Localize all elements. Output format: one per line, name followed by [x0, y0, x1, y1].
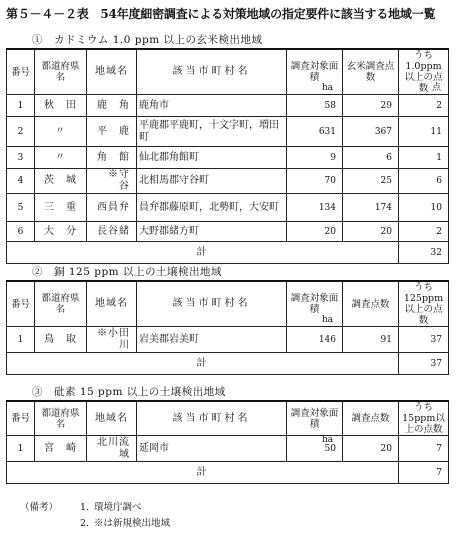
row-over-threshold: 10: [399, 194, 449, 222]
table-row: [7, 117, 449, 147]
row-over-threshold: 2: [399, 95, 449, 117]
row-pref: 鳥 取: [35, 327, 87, 353]
header-over-threshold: うち1.0ppm以上の点数: [399, 49, 449, 95]
total-value: 37: [399, 353, 449, 375]
total-row: [7, 242, 449, 264]
total-label: 計: [7, 462, 399, 484]
table-row: [7, 222, 449, 242]
total-label: 計: [7, 242, 399, 264]
table-row: [7, 147, 449, 169]
row-over-threshold: 1: [399, 147, 449, 169]
header-area: 地域名: [87, 49, 137, 95]
row-over-threshold: 37: [399, 327, 449, 353]
section-1-heading: ① カドミウム 1.0 ppm 以上の玄米検出地域: [32, 34, 263, 46]
section-2-heading: ② 銅 125 ppm 以上の土壌検出地域: [32, 266, 222, 278]
header-surveyed-area: 調査対象面積: [287, 49, 343, 95]
header-area: 地域名: [87, 281, 137, 327]
unit-ha: ha: [322, 315, 334, 325]
row-area: 北川流域: [87, 436, 137, 462]
table-row: [7, 436, 449, 462]
unit-ha: ha: [322, 83, 334, 93]
header-pref: 都道府県名: [35, 281, 87, 327]
row-no: 3: [7, 147, 35, 169]
row-area: 鹿 角: [87, 95, 137, 117]
row-over-threshold: 6: [399, 169, 449, 194]
table-row: [7, 194, 449, 222]
note-row: [20, 516, 170, 532]
header-surveyed-area: 調査対象面積: [287, 401, 343, 436]
header-over-threshold: うち125ppm以上の点数: [399, 281, 449, 327]
arsenic-table: [6, 400, 449, 484]
row-pref: 〃: [35, 117, 87, 147]
row-municipality: 鹿角市: [137, 95, 287, 117]
row-over-threshold: 2: [399, 222, 449, 242]
header-municipality: 該当市町村名: [137, 281, 287, 327]
header-points: 調査点数: [343, 281, 399, 327]
row-points: 20: [343, 436, 399, 462]
notes: [20, 500, 170, 532]
row-points: 174: [343, 194, 399, 222]
note-row: [20, 500, 170, 516]
header-area: 地域名: [87, 401, 137, 436]
row-area: 西員弁: [87, 194, 137, 222]
row-pref: 大 分: [35, 222, 87, 242]
row-municipality: 大野郡緒方町: [137, 222, 287, 242]
notes-label: （備考）: [20, 502, 59, 513]
table-row: [7, 169, 449, 194]
cadmium-table: [6, 48, 449, 264]
copper-table: [6, 280, 449, 375]
row-surveyed-area: 631: [287, 117, 343, 147]
header-no: 番号: [7, 281, 35, 327]
row-no: 4: [7, 169, 35, 194]
note-number: 2.: [80, 518, 90, 529]
row-municipality: 岩美郡岩美町: [137, 327, 287, 353]
note-number: 1.: [80, 502, 90, 513]
total-value: 32: [399, 242, 449, 264]
header-row: [7, 281, 449, 327]
row-pref: 三 重: [35, 194, 87, 222]
header-pref: 都道府県名: [35, 401, 87, 436]
row-pref: 宮 崎: [35, 436, 87, 462]
row-surveyed-area: 146: [287, 327, 343, 353]
row-area: 平 鹿: [87, 117, 137, 147]
row-points: 367: [343, 117, 399, 147]
row-no: 2: [7, 117, 35, 147]
unit-ha: ha: [322, 435, 334, 445]
row-area: ※小田川: [87, 327, 137, 353]
table-row: [7, 95, 449, 117]
row-pref: 〃: [35, 147, 87, 169]
total-value: 7: [399, 462, 449, 484]
note-text: 環境庁調べ: [94, 502, 142, 513]
row-municipality: 平鹿郡平鹿町，十文字町，増田町: [137, 117, 287, 147]
row-over-threshold: 7: [399, 436, 449, 462]
table-row: [7, 327, 449, 353]
row-no: 1: [7, 95, 35, 117]
row-pref: 茨 城: [35, 169, 87, 194]
header-surveyed-area: 調査対象面積: [287, 281, 343, 327]
row-pref: 秋 田: [35, 95, 87, 117]
header-points: 玄米調査点数: [343, 49, 399, 95]
row-municipality: 員弁郡藤原町，北勢町，大安町: [137, 194, 287, 222]
header-over-threshold: うち15ppm以上の点数: [399, 401, 449, 436]
row-points: 20: [343, 222, 399, 242]
row-no: 1: [7, 436, 35, 462]
note-text: ※は新規検出地域: [94, 518, 171, 529]
row-municipality: 仙北郡角館町: [137, 147, 287, 169]
row-no: 6: [7, 222, 35, 242]
row-surveyed-area: 9: [287, 147, 343, 169]
row-surveyed-area: 20: [287, 222, 343, 242]
row-points: 25: [343, 169, 399, 194]
table-title: 第５－４－２表 54年度細密調査による対策地域の指定要件に該当する地域一覧: [6, 7, 436, 21]
unit-points: 点: [432, 83, 442, 93]
row-surveyed-area: 58: [287, 95, 343, 117]
total-row: [7, 353, 449, 375]
row-municipality: 延岡市: [137, 436, 287, 462]
header-no: 番号: [7, 49, 35, 95]
header-row: [7, 49, 449, 95]
row-surveyed-area: 50: [287, 436, 343, 462]
row-area: ※守 谷: [87, 169, 137, 194]
section-3-heading: ③ 砒素 15 ppm 以上の土壌検出地域: [32, 386, 226, 398]
row-points: 6: [343, 147, 399, 169]
row-municipality: 北相馬郡守谷町: [137, 169, 287, 194]
row-no: 5: [7, 194, 35, 222]
row-no: 1: [7, 327, 35, 353]
row-points: 91: [343, 327, 399, 353]
header-points: 調査点数: [343, 401, 399, 436]
header-no: 番号: [7, 401, 35, 436]
row-surveyed-area: 70: [287, 169, 343, 194]
row-area: 角 館: [87, 147, 137, 169]
row-area: 長谷緒: [87, 222, 137, 242]
total-row: [7, 462, 449, 484]
header-pref: 都道府県名: [35, 49, 87, 95]
header-municipality: 該当市町村名: [137, 401, 287, 436]
header-row: [7, 401, 449, 436]
row-points: 29: [343, 95, 399, 117]
header-municipality: 該当市町村名: [137, 49, 287, 95]
total-label: 計: [7, 353, 399, 375]
row-over-threshold: 11: [399, 117, 449, 147]
row-surveyed-area: 134: [287, 194, 343, 222]
